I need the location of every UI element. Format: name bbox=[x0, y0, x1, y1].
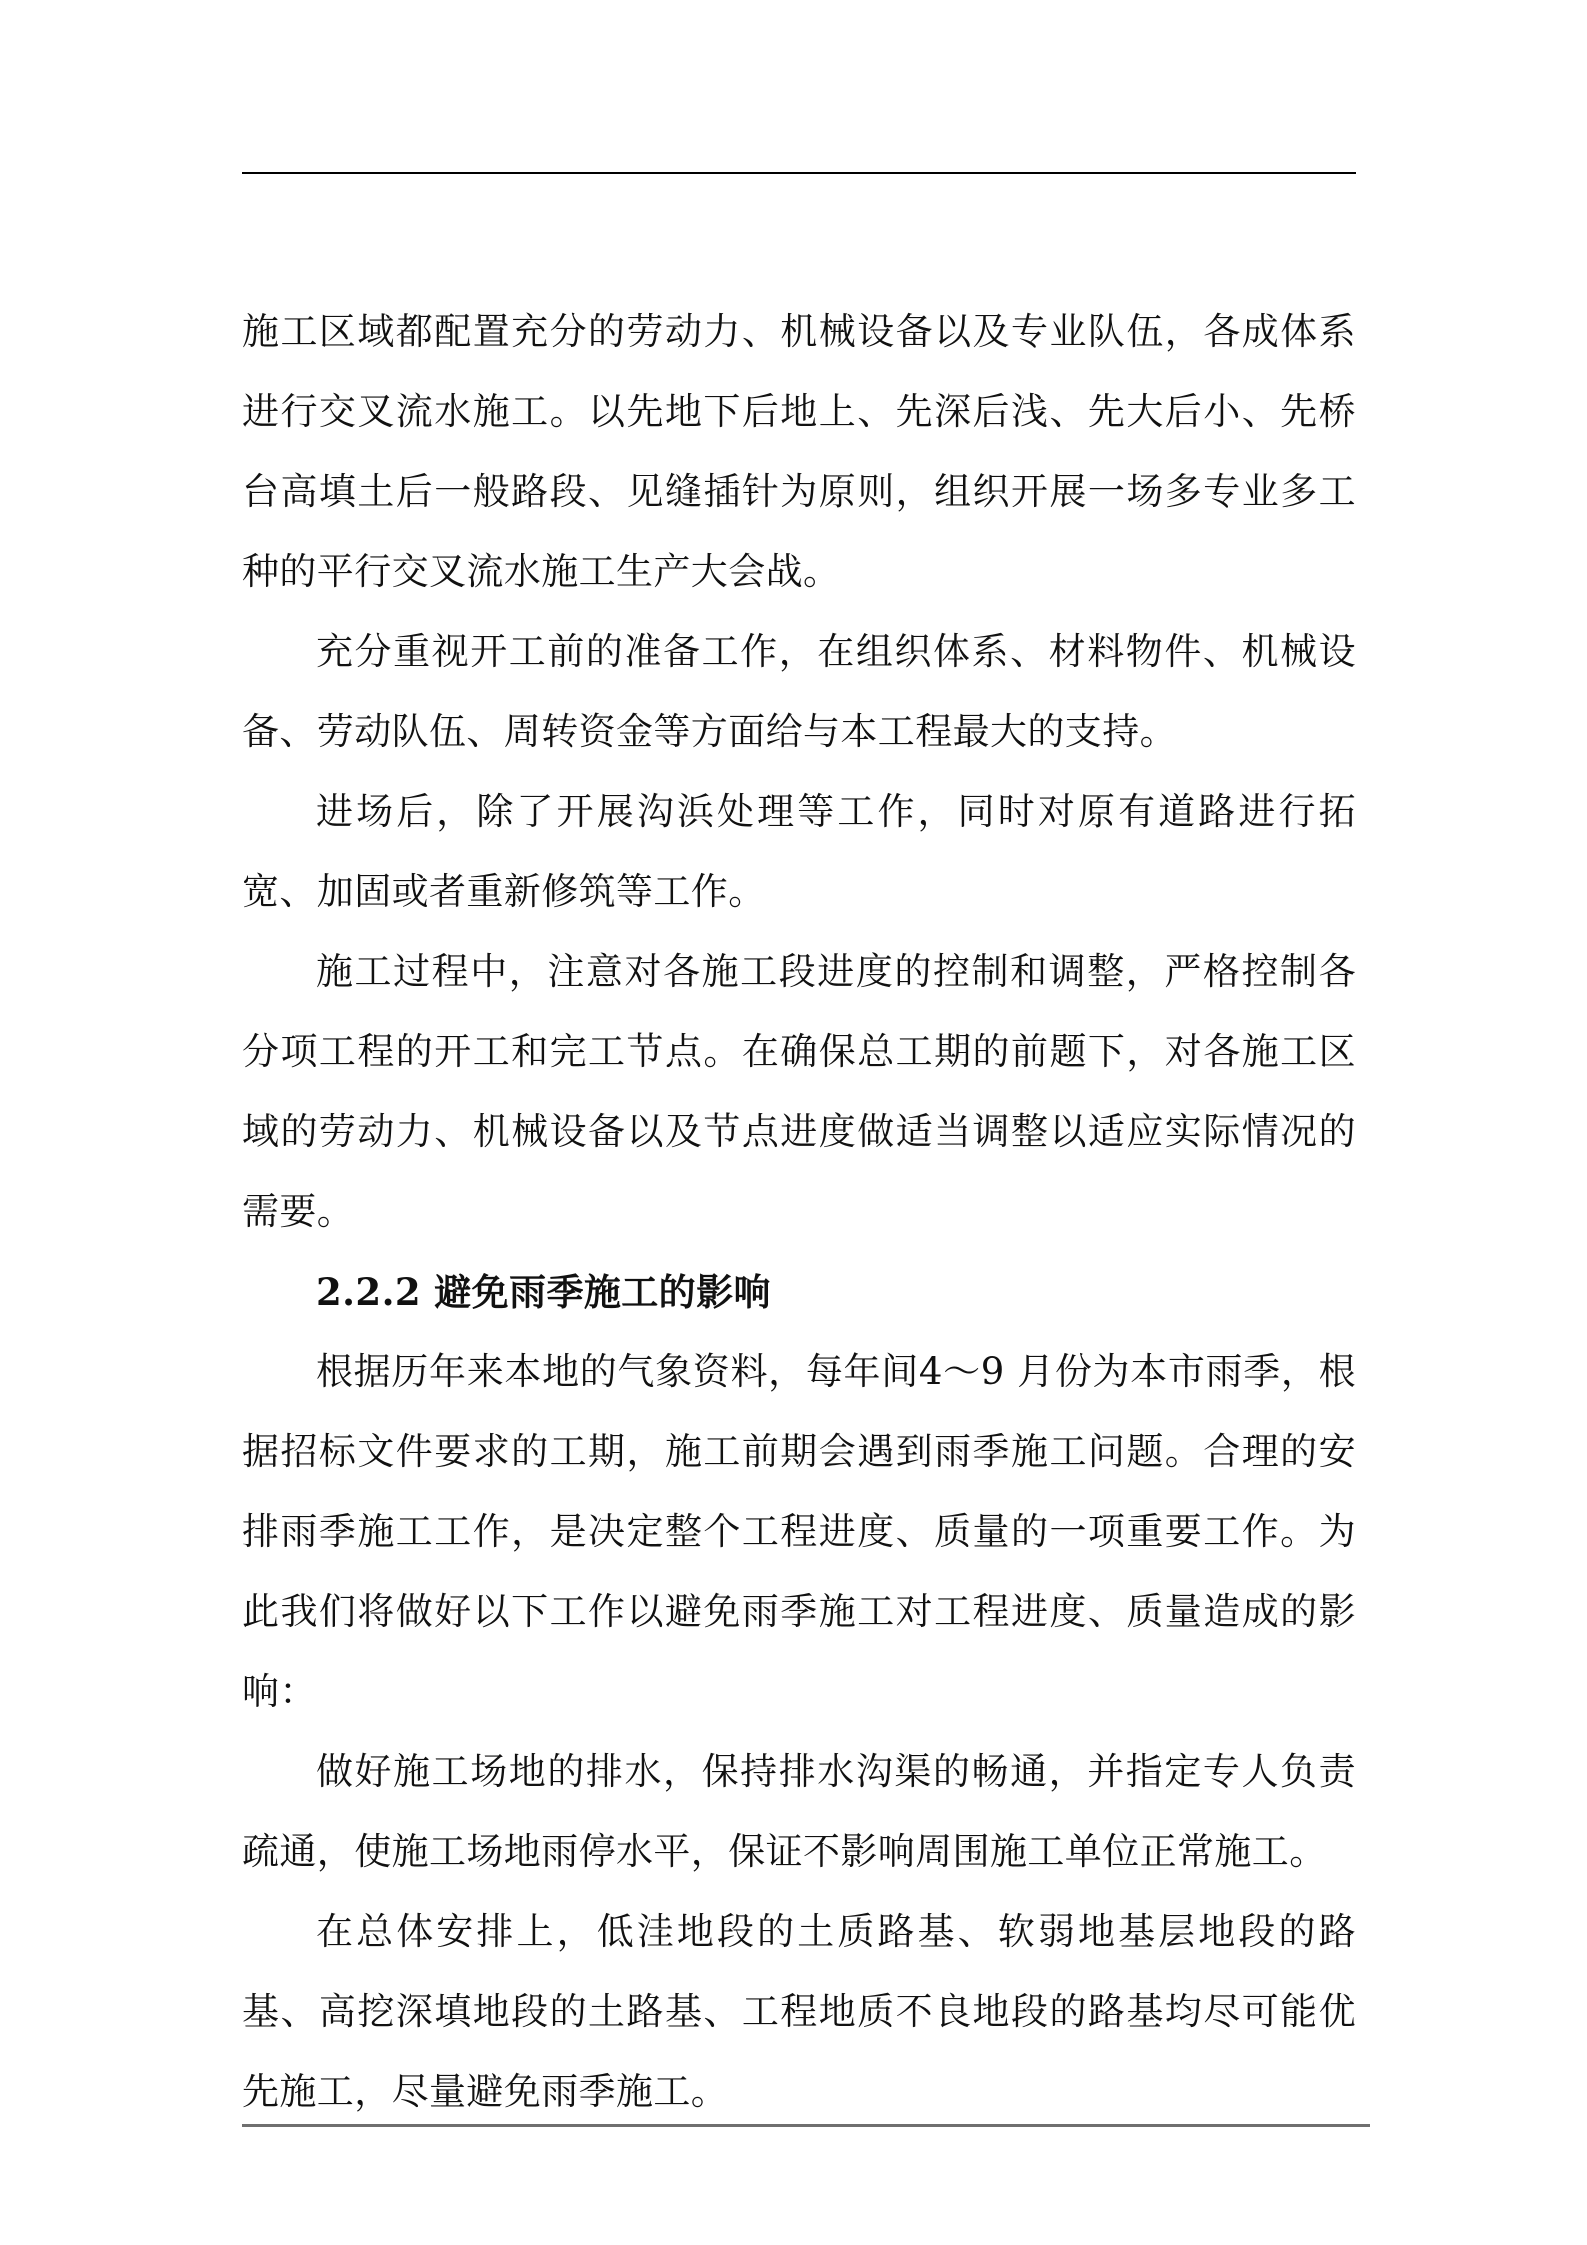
paragraph: 根据历年来本地的气象资料，每年间4～9 月份为本市雨季，根据招标文件要求的工期，施工前期会遇到雨季施工问题。合理的安排雨季施工工作，是决定整个工程进度、质量的一项重要工作。为此我们将做好以下工作以避免雨季施工对工程进度、质量造成的影响： bbox=[242, 1350, 1356, 1713]
document-body bbox=[242, 292, 1356, 2132]
paragraph: 在总体安排上，低洼地段的土质路基、软弱地基层地段的路基、高挖深填地段的土路基、工程地质不良地段的路基均尽可能优先施工，尽量避免雨季施工。 bbox=[242, 1910, 1356, 2113]
paragraph: 做好施工场地的排水，保持排水沟渠的畅通，并指定专人负责疏通，使施工场地雨停水平，保证不影响周围施工单位正常施工。 bbox=[242, 1750, 1356, 1873]
paragraph: 施工区域都配置充分的劳动力、机械设备以及专业队伍，各成体系进行交叉流水施工。以先地下后地上、先深后浅、先大后小、先桥台高填土后一般路段、见缝插针为原则，组织开展一场多专业多工种的平行交叉流水施工生产大会战。 bbox=[242, 310, 1356, 593]
paragraph: 进场后，除了开展沟浜处理等工作，同时对原有道路进行拓宽、加固或者重新修筑等工作。 bbox=[242, 790, 1356, 913]
header-rule bbox=[242, 172, 1356, 174]
footer-rule bbox=[242, 2124, 1370, 2127]
paragraph: 充分重视开工前的准备工作，在组织体系、材料物件、机械设备、劳动队伍、周转资金等方面给与本工程最大的支持。 bbox=[242, 630, 1356, 753]
paragraph: 施工过程中，注意对各施工段进度的控制和调整，严格控制各分项工程的开工和完工节点。在确保总工期的前题下，对各施工区域的劳动力、机械设备以及节点进度做适当调整以适应实际情况的需要。 bbox=[242, 950, 1356, 1233]
section-heading: 2.2.2 避免雨季施工的影响 bbox=[316, 1270, 771, 1314]
